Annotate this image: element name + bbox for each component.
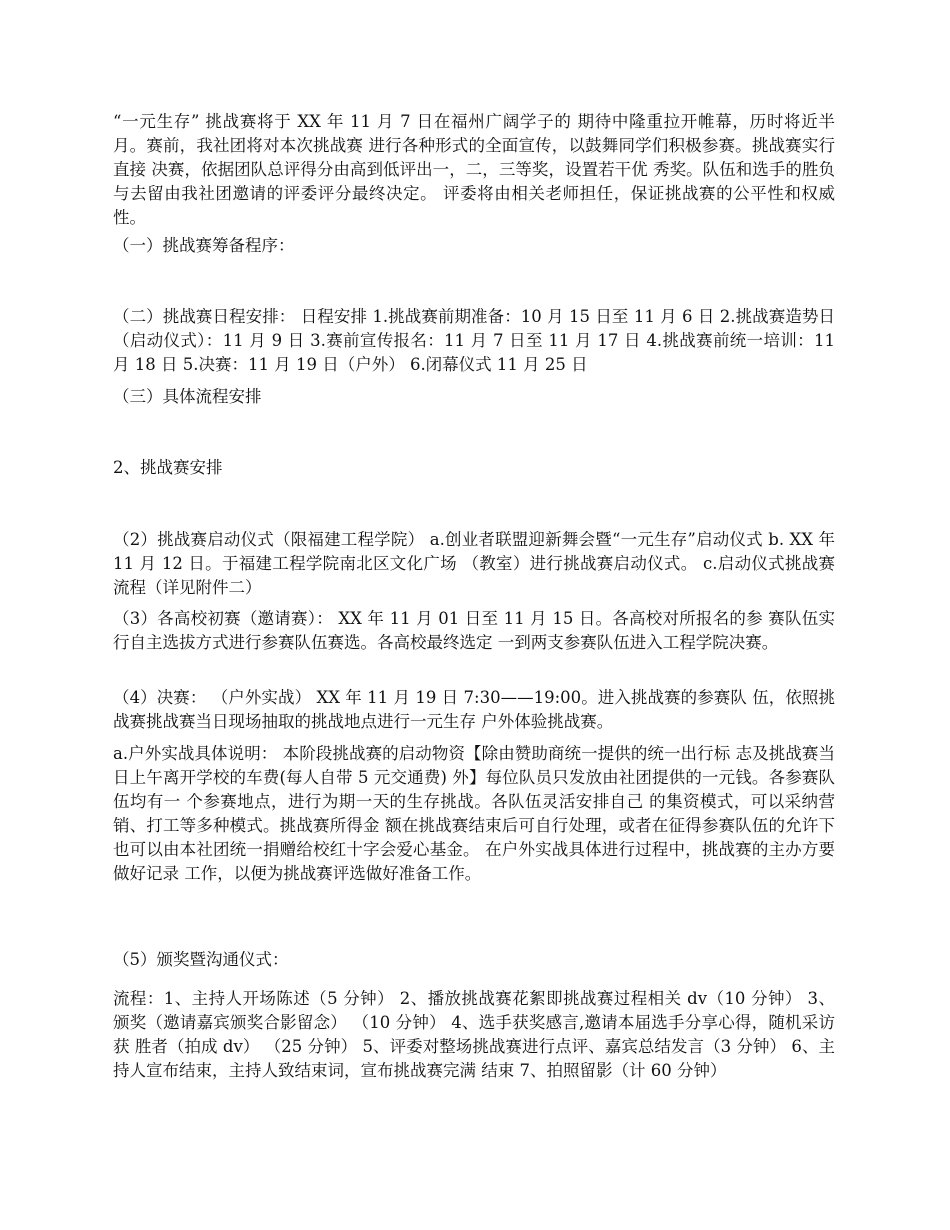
section-heading-preparation: （一）挑战赛筹备程序： bbox=[113, 236, 295, 255]
section-heading-awards: （5）颁奖暨沟通仪式： bbox=[113, 950, 289, 969]
final-paragraph: （4）决赛： （户外实战） XX 年 11 月 19 日 7:30——19:00。进入挑战赛的参赛队 伍，依照挑战赛挑战赛当日现场抽取的挑战地点进行一元生存 户外体验挑战赛。 bbox=[113, 688, 835, 731]
section-heading-process: （三）具体流程安排 bbox=[113, 387, 262, 406]
launch-ceremony-paragraph: （2）挑战赛启动仪式（限福建工程学院） a.创业者联盟迎新舞会暨“一元生存”启动仪式 b. XX 年 11 月 12 日。于福建工程学院南北区文化广场 （教室）进行挑战赛启动仪式。 c.启动仪式挑战赛流程（详见附件二） bbox=[113, 530, 835, 597]
awards-procedure-paragraph: 流程：1、主持人开场陈述（5 分钟） 2、播放挑战赛花絮即挑战赛过程相关 dv（10 分钟） 3、 颁奖（邀请嘉宾颁奖合影留念） （10 分钟） 4、选手获奖感言,邀请本届选手分享心得，随机采访获 胜者（拍成 dv） （25 分钟） 5、评委对整场挑战赛进行点评、嘉宾总结发言（3 分钟） 6、主持人宣布结束，主持人致结束词，宣布挑战赛完满 结束 7、拍照留影（计 60 分钟） bbox=[113, 989, 835, 1080]
intro-paragraph: “一元生存” 挑战赛将于 XX 年 11 月 7 日在福州广阔学子的 期待中隆重拉开帷幕，历时将近半月。赛前，我社团将对本次挑战赛 进行各种形式的全面宣传，以鼓舞同学们积极参赛。挑战赛实行直接 决赛，依据团队总评得分由高到低评出一，二，三等奖，设置若干优 秀奖。队伍和选手的胜负与去留由我社团邀请的评委评分最终决定。 评委将由相关老师担任，保证挑战赛的公平性和权威性。 bbox=[113, 112, 835, 227]
section-heading-arrangement: 2、挑战赛安排 bbox=[113, 458, 223, 477]
schedule-paragraph: （二）挑战赛日程安排： 日程安排 1.挑战赛前期准备：10 月 15 日至 11 月 6 日 2.挑战赛造势日（启动仪式）：11 月 9 日 3.赛前宣传报名：11 月 7 日至 11 月 17 日 4.挑战赛前统一培训：11 月 18 日 5.决赛：11 月 19 日（户外） 6.闭幕仪式 11 月 25 日 bbox=[113, 307, 835, 374]
preliminary-paragraph: （3）各高校初赛（邀请赛）： XX 年 11 月 01 日至 11 月 15 日。各高校对所报名的参 赛队伍实行自主选拔方式进行参赛队伍赛选。各高校最终选定 一到两支参赛队伍进入工程学院决赛。 bbox=[113, 609, 835, 652]
outdoor-details-paragraph: a.户外实战具体说明： 本阶段挑战赛的启动物资【除由赞助商统一提供的统一出行标 志及挑战赛当日上午离开学校的车费(每人自带 5 元交通费) 外】每位队员只发放由社团提供的一元钱。各参赛队伍均有一 个参赛地点，进行为期一天的生存挑战。各队伍灵活安排自己 的集资模式，可以采纳营销、打工等多种模式。挑战赛所得金 额在挑战赛结束后可自行处理，或者在征得参赛队伍的允许下 也可以由本社团统一捐赠给校红十字会爱心基金。 在户外实战具体进行过程中，挑战赛的主办方要做好记录 工作，以便为挑战赛评选做好准备工作。 bbox=[113, 744, 835, 883]
